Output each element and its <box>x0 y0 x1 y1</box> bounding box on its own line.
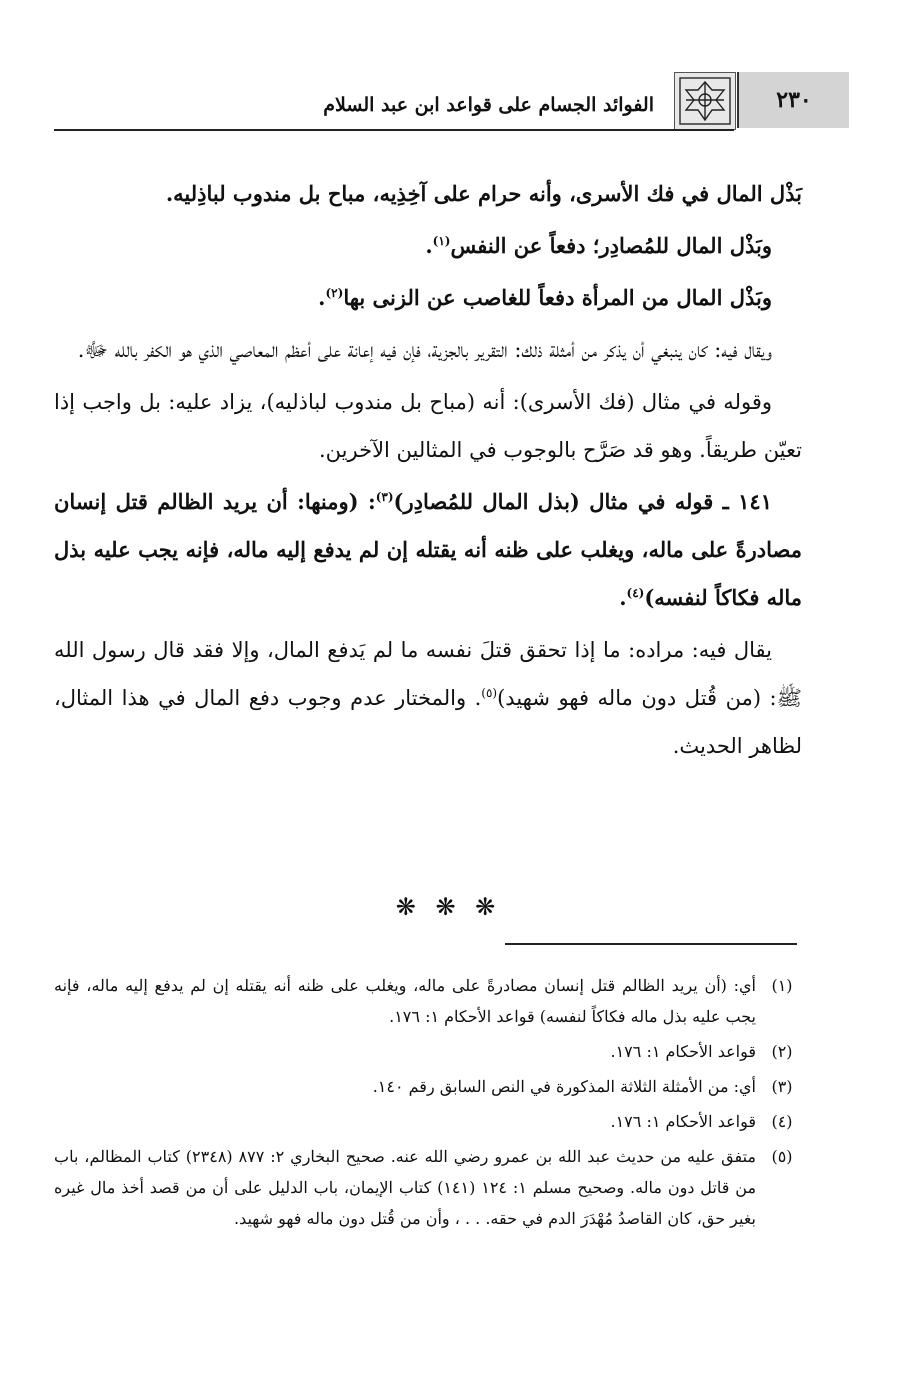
footnote-mark-5[interactable]: (٥) <box>481 686 498 700</box>
page-number: ٢٣٠ <box>737 72 849 128</box>
footnote-5 <box>54 1141 802 1234</box>
book-title-part-1: الفوائد الجسام <box>538 94 654 116</box>
page-header <box>54 72 847 132</box>
footnote-text: قواعد الأحكام ١: ١٧٦. <box>610 1112 756 1131</box>
footnote-2 <box>54 1036 802 1067</box>
paragraph-7 <box>54 626 802 770</box>
paragraph-6-text: : (ومنها: أن يريد الظالم قتل إنسان مصادرةً على ماله، ويغلب على ظنه أنه يقتله إن لم يدفع إليه ماله، فإنه يجب عليه بذل ماله فكاكاً لنفسه) <box>54 489 802 610</box>
paragraph-4: ويقال فيه: كان ينبغي أن يذكر من أمثلة ذلك: التقرير بالجزية، فإن فيه إعانة على أعظم المعاصي الذي هو الكفر بالله ﷻ. <box>77 338 772 362</box>
footnote-text: أي: من الأمثلة الثلاثة المذكورة في النص السابق رقم ١٤٠. <box>372 1077 756 1096</box>
paragraph-7-ending: . والمختار عدم وجوب دفع المال في هذا المثال، لظاهر الحديث. <box>54 686 802 758</box>
footnote-3 <box>54 1071 802 1102</box>
footnote-1 <box>54 970 802 1032</box>
paragraph-7-text: يقال فيه: مراده: ما إذا تحقق قتلَ نفسه ما لم يَدفع المال، وإلا فقد قال رسول الله ﷺ: (من قُتل دون ماله فهو شهيد) <box>54 638 802 710</box>
footnote-number: (٥) <box>771 1147 793 1166</box>
footnotes <box>54 970 802 1238</box>
book-title-part-2: على قواعد ابن عبد السلام <box>323 94 532 116</box>
paragraph-3: وبَذْل المال من المرأة دفعاً للغاصب عن الزنى بها$^{(٢)}$. <box>318 285 772 310</box>
footnote-mark-4[interactable]: (٤) <box>626 586 645 600</box>
paragraph-6: ١٤١ ـ قوله في مثال (بذل المال للمُصادِر)$^{(٣)}$: (ومنها: أن يريد الظالم قتل إنسان مصادرةً على ماله، ويغلب على ظنه أنه يقتله إن لم يدفع إليه ماله، فإنه يجب عليه بذل ماله فكاكاً لنفسه)$^{(٤)}$. <box>54 489 802 610</box>
paragraph-2: وبَذْل المال للمُصادِر؛ دفعاً عن النفس$^{(١)}$. <box>425 233 772 258</box>
footnote-number: (٤) <box>771 1112 793 1131</box>
footnote-text: أي: (أن يريد الظالم قتل إنسان مصادرةً على ماله، ويغلب على ظنه أنه يقتله إن لم يدفع إليه ماله، فإنه يجب عليه بذل ماله فكاكاً لنفسه) قواعد الأحكام ١: ١٧٦. <box>54 976 756 1026</box>
header-rule <box>54 129 734 131</box>
footnote-4 <box>54 1106 802 1137</box>
footnote-mark-2[interactable]: (٢) <box>325 286 344 300</box>
section-separator: ❋ ❋ ❋ <box>395 893 502 921</box>
paragraph-2-text: وبَذْل المال للمُصادِر؛ دفعاً عن النفس <box>450 233 772 258</box>
paragraph-3-text: وبَذْل المال من المرأة دفعاً للغاصب عن الزنى بها <box>343 285 772 310</box>
footnote-divider <box>505 943 797 945</box>
paragraph-1: بَذْل المال في فك الأسرى، وأنه حرام على آخِذِيه، مباح بل مندوب لباذِليه. <box>165 181 802 206</box>
running-title <box>54 94 654 116</box>
ornament-icon <box>674 72 736 130</box>
footnote-text: قواعد الأحكام ١: ١٧٦. <box>610 1042 756 1061</box>
footnote-text: متفق عليه من حديث عبد الله بن عمرو رضي الله عنه. صحيح البخاري ٢: ٨٧٧ (٢٣٤٨) كتاب المظالم، باب من قاتل دون ماله. وصحيح مسلم ١: ١٢٤ (١٤١) كتاب الإيمان، باب الدليل على أن من قصد أخذ مال غيره بغير حق، كان القاصدُ مُهْدَرَ الدم في حقه. . . ، وأن من قُتل دون ماله فهو شهيد. <box>54 1147 757 1228</box>
footnote-mark-1[interactable]: (١) <box>432 234 451 248</box>
paragraph-6-heading: ١٤١ ـ قوله في مثال (بذل المال للمُصادِر) <box>393 489 772 514</box>
footnote-number: (٣) <box>771 1077 793 1096</box>
footnote-mark-3[interactable]: (٣) <box>375 490 394 504</box>
main-text <box>54 170 802 774</box>
footnote-number: (٢) <box>771 1042 793 1061</box>
footnote-number: (١) <box>771 976 793 995</box>
paragraph-5: وقوله في مثال (فك الأسرى): أنه (مباح بل مندوب لباذليه)، يزاد عليه: بل واجب إذا تعيّن طريقاً. وهو قد صَرَّح بالوجوب في المثالين الآخرين. <box>54 390 802 462</box>
